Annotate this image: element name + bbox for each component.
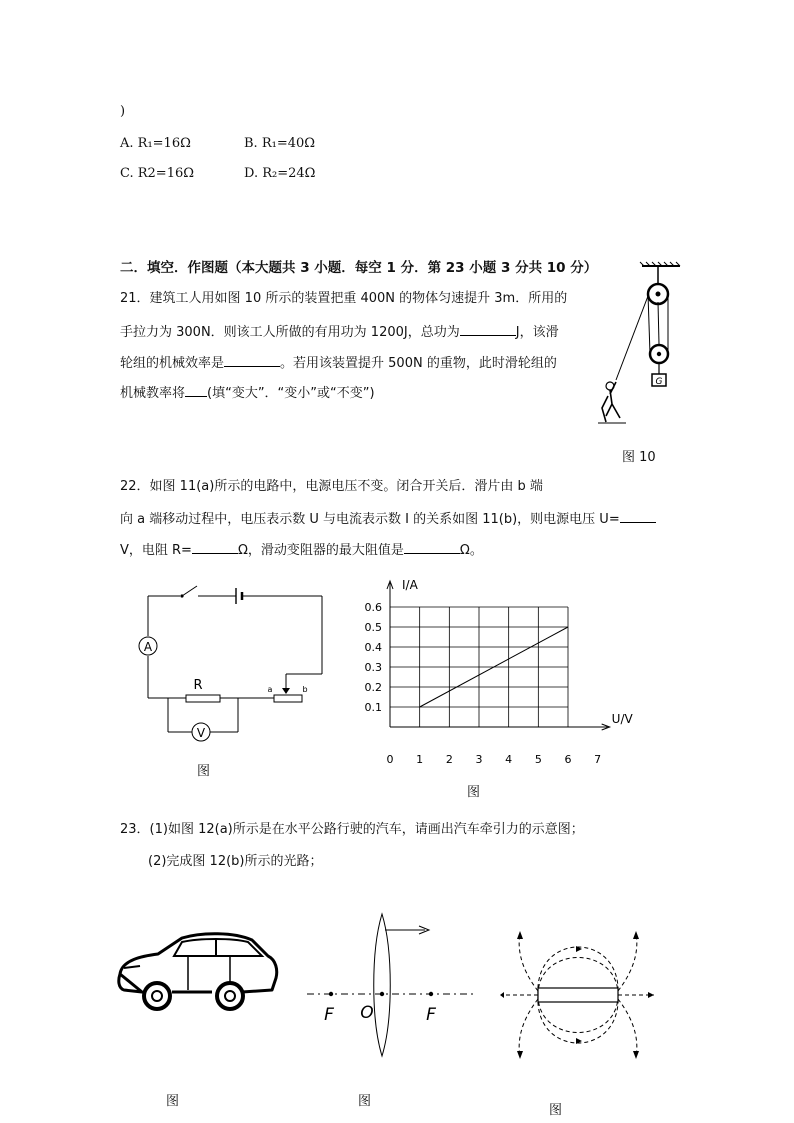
q22-blank-resistance[interactable] xyxy=(192,541,238,554)
y-tick-label: 0.5 xyxy=(364,621,382,634)
q21-blank-efficiency[interactable] xyxy=(224,354,280,367)
x-tick-label: 2 xyxy=(445,753,453,766)
option-c: C. R2=16Ω xyxy=(120,166,195,181)
magnet-caption: 图 xyxy=(549,1103,563,1118)
car-figure xyxy=(112,930,282,1020)
q21-line3 xyxy=(120,354,557,372)
lens-caption: 图 xyxy=(358,1094,372,1109)
q21-blank-change[interactable] xyxy=(185,384,207,397)
x-tick-label: 3 xyxy=(475,753,483,766)
option-b: B. R₁=40Ω xyxy=(244,136,316,151)
y-tick-label: 0.3 xyxy=(364,661,382,674)
section-heading: 二．填空．作图题（本大题共 3 小题．每空 1 分．第 23 小题 3 分共 10 分） xyxy=(120,260,598,276)
focus-left-label: F xyxy=(324,1005,334,1025)
pulley-figure xyxy=(596,262,688,428)
voltmeter-label: V xyxy=(196,726,206,740)
q23-line2: (2)完成图 12(b)所示的光路； xyxy=(148,854,323,869)
graph-caption: 图 xyxy=(467,785,481,800)
ammeter-label: A xyxy=(143,640,153,654)
q21-line4-text: 机械教率将 xyxy=(120,386,186,401)
x-tick-label: 1 xyxy=(416,753,424,766)
car-caption: 图 xyxy=(166,1094,180,1109)
q21-line2 xyxy=(120,323,559,341)
x-axis-label: U/V xyxy=(611,712,633,726)
q21-line4-tail: (填“变大”．“变小”或“不变”) xyxy=(207,386,375,401)
q22-blank-max-resistance[interactable] xyxy=(404,541,460,554)
y-axis-label: I/A xyxy=(402,578,418,592)
q21-line3-text: 轮组的机械效率是 xyxy=(120,356,225,371)
x-tick-label: 6 xyxy=(564,753,572,766)
x-tick-label: 0 xyxy=(386,753,394,766)
y-tick-label: 0.4 xyxy=(364,641,382,654)
circuit-caption: 图 xyxy=(197,764,211,779)
q22-line3-text: V，电阻 R= xyxy=(120,543,192,558)
iu-graph xyxy=(350,575,650,775)
q21-blank-total-work[interactable] xyxy=(460,323,516,336)
q22-line2 xyxy=(120,510,656,528)
circuit-diagram xyxy=(120,580,340,750)
q22-blank-voltage[interactable] xyxy=(620,510,656,523)
q22-line3-mid: Ω，滑动变阻器的最大阻值是 xyxy=(237,543,404,558)
lens-figure xyxy=(305,910,475,1060)
y-tick-label: 0.2 xyxy=(364,681,382,694)
q22-line2-text: 向 a 端移动过程中，电压表示数 U 与电流表示数 I 的关系如图 11(b)，则电源电压 U= xyxy=(120,512,620,527)
x-tick-label: 4 xyxy=(505,753,513,766)
rheostat-end-b: b xyxy=(302,685,308,694)
weight-label: G xyxy=(655,377,663,387)
q21-line1: 21．建筑工人用如图 10 所示的装置把重 400N 的物体匀速提升 3m．所用的 xyxy=(120,291,568,306)
q22-line3-tail: Ω。 xyxy=(459,543,483,558)
y-tick-label: 0.1 xyxy=(364,701,382,714)
magnet-field-figure xyxy=(498,925,658,1075)
figure-10-caption: 图 10 xyxy=(622,450,656,465)
x-tick-label: 5 xyxy=(534,753,542,766)
option-d: D. R₂=24Ω xyxy=(244,166,316,181)
focus-right-label: F xyxy=(426,1005,436,1025)
q22-line1: 22．如图 11(a)所示的电路中，电源电压不变。闭合开关后．滑片由 b 端 xyxy=(120,479,543,494)
q22-line3 xyxy=(120,541,483,559)
q23-line1: 23．(1)如图 12(a)所示是在水平公路行驶的汽车，请画出汽车牵引力的示意图； xyxy=(120,822,584,837)
question-tail-paren: ) xyxy=(120,104,126,119)
q21-line2-text: 手拉力为 300N．则该工人所做的有用功为 1200J，总功为 xyxy=(120,325,460,340)
y-tick-label: 0.6 xyxy=(364,601,382,614)
optical-center-label: O xyxy=(360,1003,374,1023)
rheostat-end-a: a xyxy=(267,685,273,694)
q21-line2-tail: J，该滑 xyxy=(515,325,559,340)
q21-line3-tail: 。若用该装置提升 500N 的重物，此时滑轮组的 xyxy=(280,356,557,371)
option-a: A. R₁=16Ω xyxy=(120,136,191,151)
resistor-label: R xyxy=(193,678,203,693)
x-tick-label: 7 xyxy=(594,753,602,766)
q21-line4 xyxy=(120,384,375,402)
